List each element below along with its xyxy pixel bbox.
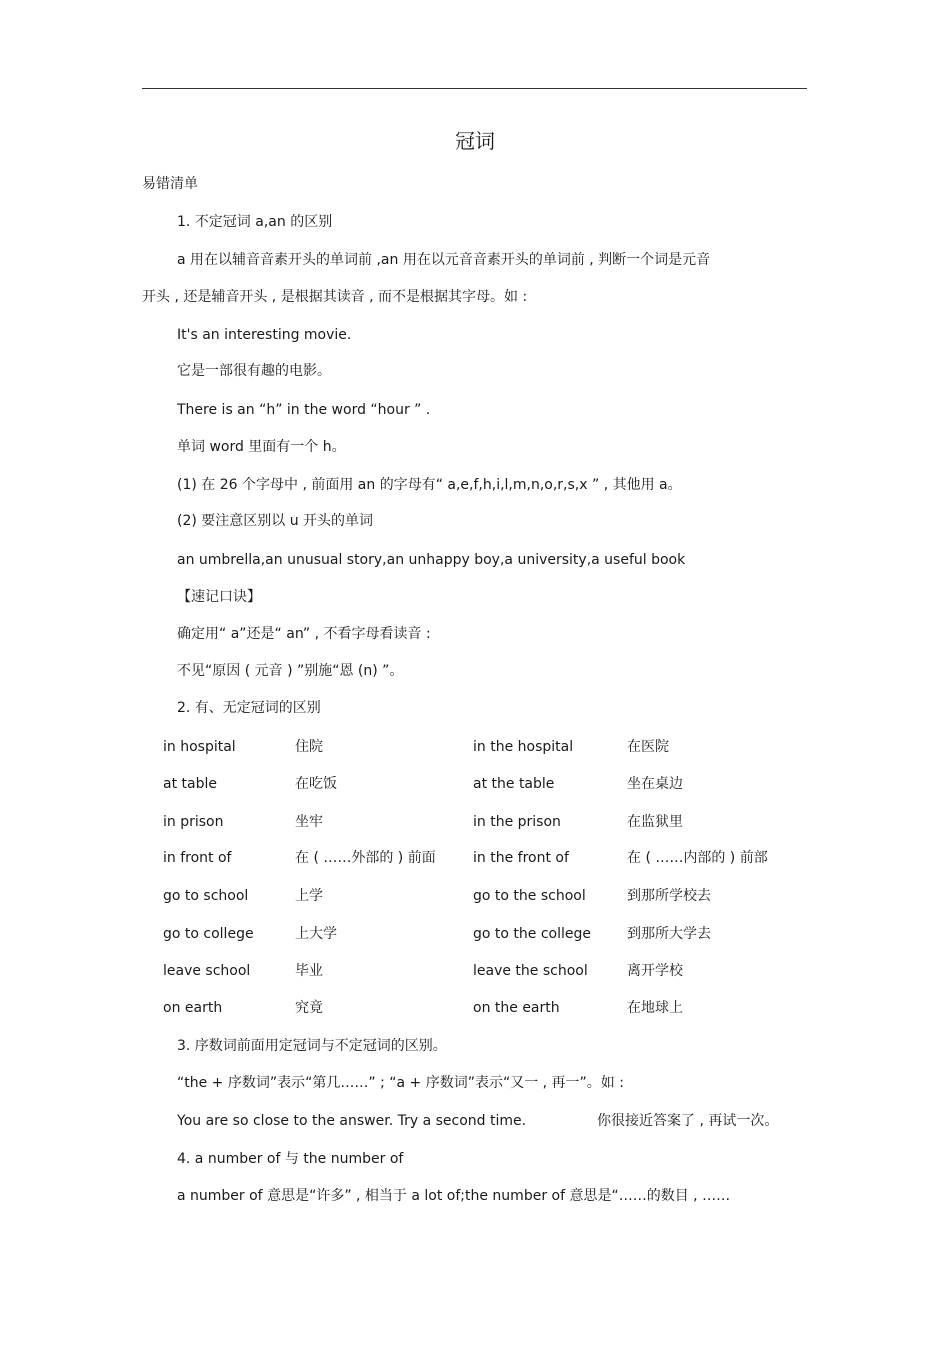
paragraph-line: (2) 要注意区别以 u 开头的单词 (177, 513, 374, 529)
paragraph-line: 不见“原因 ( 元音 ) ”别施“恩 (n) ”。 (177, 663, 404, 679)
table-cell: at table (163, 776, 217, 792)
paragraph-line: 2. 有、无定冠词的区别 (177, 700, 321, 716)
table-cell: 上大学 (295, 926, 337, 942)
table-cell: 毕业 (295, 963, 323, 979)
header-rule (142, 88, 807, 89)
table-cell: go to the college (473, 926, 591, 942)
paragraph-line: 1. 不定冠词 a,an 的区别 (177, 214, 333, 230)
table-cell: 上学 (295, 888, 323, 904)
mnemonic-heading: 【速记口诀】 (177, 589, 261, 605)
example-translation: 你很接近答案了 , 再试一次。 (597, 1113, 779, 1129)
paragraph-line: 确定用“ a”还是“ an” , 不看字母看读音 : (177, 626, 431, 642)
example-translation: 单词 word 里面有一个 h。 (177, 439, 346, 455)
table-cell: leave the school (473, 963, 588, 979)
example-sentence: There is an “h” in the word “hour ” . (177, 402, 431, 418)
table-cell: leave school (163, 963, 251, 979)
section-heading: 易错清单 (142, 176, 198, 192)
paragraph-line: (1) 在 26 个字母中 , 前面用 an 的字母有“ a,e,f,h,i,l,m,n,o,r,s,x ” , 其他用 a。 (177, 477, 682, 493)
table-cell: 离开学校 (627, 963, 683, 979)
example-sentence: It's an interesting movie. (177, 327, 352, 343)
table-cell: in the hospital (473, 739, 574, 755)
table-cell: 在医院 (627, 739, 669, 755)
table-cell: 在 ( ……内部的 ) 前部 (627, 850, 768, 866)
page-title: 冠词 (455, 129, 495, 153)
table-cell: at the table (473, 776, 555, 792)
table-cell: 到那所大学去 (627, 926, 711, 942)
table-cell: 坐在桌边 (627, 776, 683, 792)
table-cell: 在监狱里 (627, 814, 683, 830)
table-cell: go to college (163, 926, 254, 942)
table-cell: in prison (163, 814, 224, 830)
table-cell: 坐牢 (295, 814, 323, 830)
example-sentence: You are so close to the answer. Try a second time. (177, 1113, 527, 1129)
paragraph-line: “the + 序数词”表示“第几……” ; “a + 序数词”表示“又一 , 再一”。如 : (177, 1075, 624, 1091)
example-translation: 它是一部很有趣的电影。 (177, 363, 331, 379)
table-cell: 在吃饭 (295, 776, 337, 792)
table-cell: 住院 (295, 739, 323, 755)
paragraph-line: 3. 序数词前面用定冠词与不定冠词的区别。 (177, 1038, 447, 1054)
table-cell: go to the school (473, 888, 586, 904)
table-cell: 在 ( ……外部的 ) 前面 (295, 850, 436, 866)
paragraph-line: a number of 意思是“许多” , 相当于 a lot of;the number of 意思是“……的数目 , …… (177, 1188, 731, 1204)
table-cell: in front of (163, 850, 232, 866)
table-cell: in the prison (473, 814, 561, 830)
table-cell: in hospital (163, 739, 236, 755)
paragraph-line: 4. a number of 与 the number of (177, 1151, 404, 1167)
table-cell: on the earth (473, 1000, 560, 1016)
table-cell: go to school (163, 888, 249, 904)
table-cell: in the front of (473, 850, 569, 866)
paragraph-line: 开头 , 还是辅音开头 , 是根据其读音 , 而不是根据其字母。如 : (142, 289, 528, 305)
paragraph-line: a 用在以辅音音素开头的单词前 ,an 用在以元音音素开头的单词前 , 判断一个词是元音 (177, 252, 711, 268)
table-cell: on earth (163, 1000, 223, 1016)
table-cell: 究竟 (295, 1000, 323, 1016)
table-cell: 在地球上 (627, 1000, 683, 1016)
table-cell: 到那所学校去 (627, 888, 711, 904)
example-sentence: an umbrella,an unusual story,an unhappy boy,a university,a useful book (177, 552, 686, 568)
